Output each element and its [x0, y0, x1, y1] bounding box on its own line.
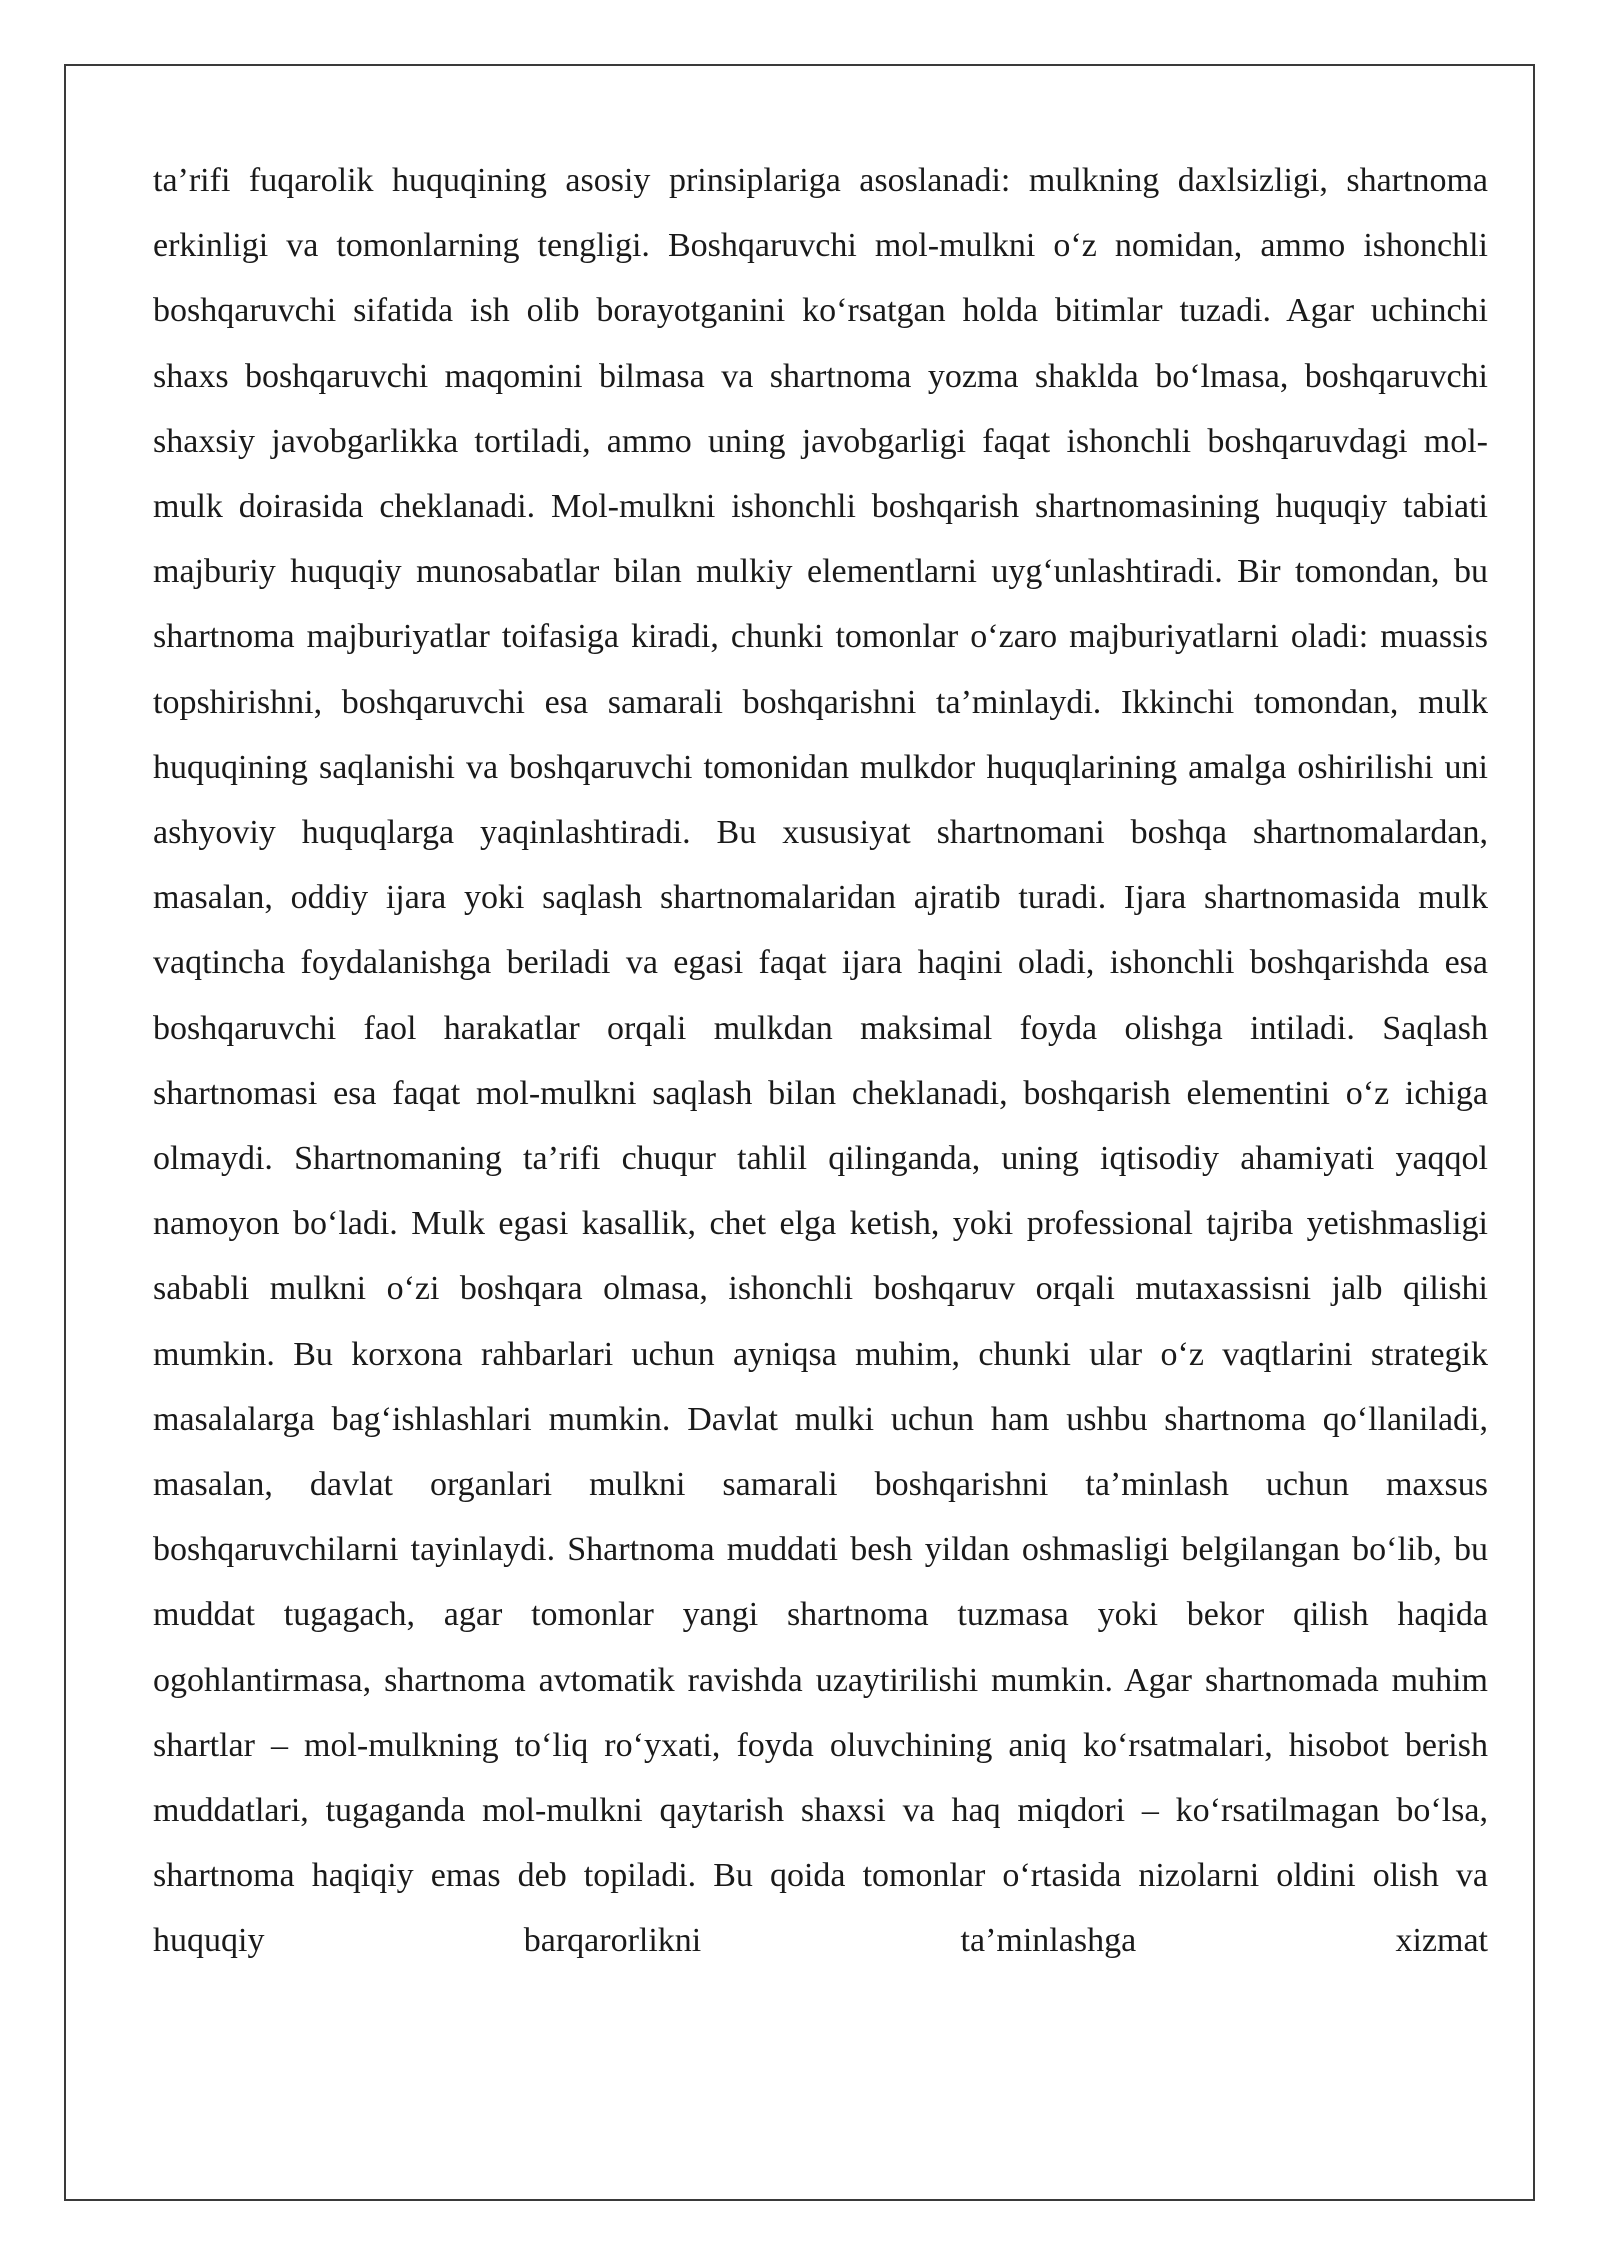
body-paragraph: ta’rifi fuqarolik huquqining asosiy prinsiplariga asoslanadi: mulkning daxlsizligi, shartnoma erkinligi va tomonlarning tengligi. Boshqaruvchi mol-mulkni o‘z nomidan, ammo ishonchli boshqaruvchi sifatida ish olib borayotganini ko‘rsatgan holda bitimlar tuzadi. Agar uchinchi shaxs boshqaruvchi maqomini bilmasa va shartnoma yozma shaklda bo‘lmasa, boshqaruvchi shaxsiy javobgarlikka tortiladi, ammo uning javobgarligi faqat ishonchli boshqaruvdagi mol-mulk doirasida cheklanadi. Mol-mulkni ishonchli boshqarish shartnomasining huquqiy tabiati majburiy huquqiy munosabatlar bilan mulkiy elementlarni uyg‘unlashtiradi. Bir tomondan, bu shartnoma majburiyatlar toifasiga kiradi, chunki tomonlar o‘zaro majburiyatlarni oladi: muassis topshirishni, boshqaruvchi esa samarali boshqarishni ta’minlaydi. Ikkinchi tomondan, mulk huquqining saqlanishi va boshqaruvchi tomonidan mulkdor huquqlarining amalga oshirilishi uni ashyoviy huquqlarga yaqinlashtiradi. Bu xususiyat shartnomani boshqa shartnomalardan, masalan, oddiy ijara yoki saqlash shartnomalaridan ajratib turadi. Ijara shartnomasida mulk vaqtincha foydalanishga beriladi va egasi faqat ijara haqini oladi, ishonchli boshqarishda esa boshqaruvchi faol harakatlar orqali mulkdan maksimal foyda olishga intiladi. Saqlash shartnomasi esa faqat mol-mulkni saqlash bilan cheklanadi, boshqarish elementini o‘z ichiga olmaydi. Shartnomaning ta’rifi chuqur tahlil qilinganda, uning iqtisodiy ahamiyati yaqqol namoyon bo‘ladi. Mulk egasi kasallik, chet elga ketish, yoki professional tajriba yetishmasligi sababli mulkni o‘zi boshqara olmasa, ishonchli boshqaruv orqali mutaxassisni jalb qilishi mumkin. Bu korxona rahbarlari uchun ayniqsa muhim, chunki ular o‘z vaqtlarini strategik masalalarga bag‘ishlashlari mumkin. Davlat mulki uchun ham ushbu shartnoma qo‘llaniladi, masalan, davlat organlari mulkni samarali boshqarishni ta’minlash uchun maxsus boshqaruvchilarni tayinlaydi. Shartnoma muddati besh yildan oshmasligi belgilangan bo‘lib, bu muddat tugagach, agar tomonlar yangi shartnoma tuzmasa yoki bekor qilish haqida ogohlantirmasa, shartnoma avtomatik ravishda uzaytirilishi mumkin. Agar shartnomada muhim shartlar – mol-mulkning to‘liq ro‘yxati, foyda oluvchining aniq ko‘rsatmalari, hisobot berish muddatlari, tugaganda mol-mulkni qaytarish shaxsi va haq miqdori – ko‘rsatilmagan bo‘lsa, shartnoma haqiqiy emas deb topiladi. Bu qoida tomonlar o‘rtasida nizolarni oldini olish va huquqiy barqarorlikni ta’minlashga xizmat [153, 162, 1488, 1960]
